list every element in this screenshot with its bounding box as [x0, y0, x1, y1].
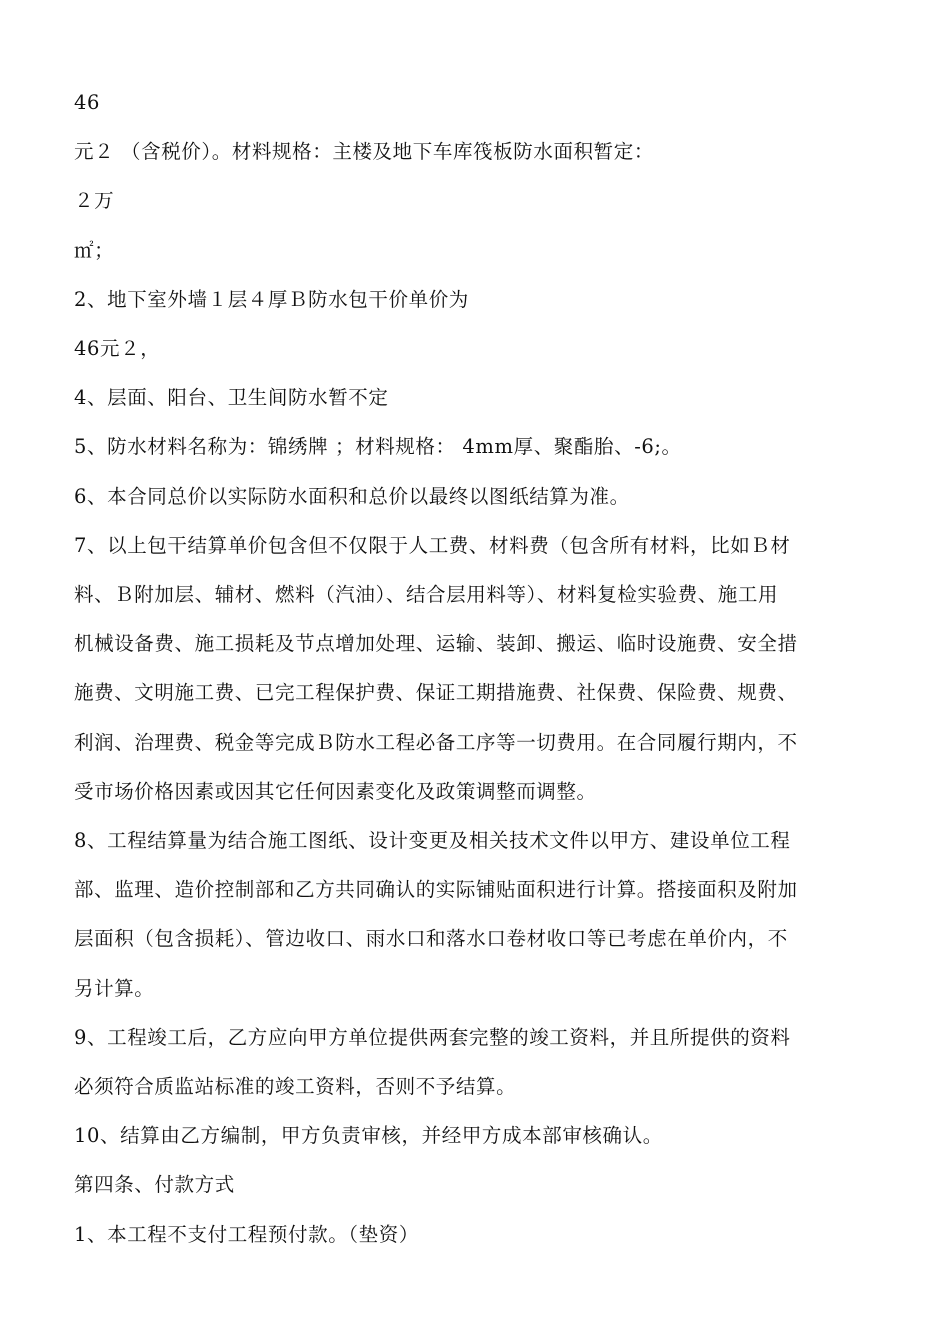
text-line: 1、本工程不支付工程预付款。（垫资）: [74, 1222, 419, 1246]
text-line: 另计算。: [74, 976, 155, 1000]
text-line: 必须符合质监站标准的竣工资料，否则不予结算。: [74, 1075, 517, 1099]
text-line: ２万: [74, 189, 115, 213]
text-line: 8、工程结算量为结合施工图纸、设计变更及相关技术文件以甲方、建设单位工程: [74, 829, 791, 853]
text-line: 机械设备费、施工损耗及节点增加处理、运输、装卸、搬运、临时设施费、安全措: [74, 632, 798, 656]
text-line: 受市场价格因素或因其它任何因素变化及政策调整而调整。: [74, 779, 597, 803]
text-line: 料、Ｂ附加层、辅材、燃料（汽油）、结合层用料等）、材料复检实验费、施工用: [74, 583, 779, 607]
text-line: 元２ （含税价）。材料规格：主楼及地下车库筏板防水面积暂定：: [74, 140, 654, 164]
text-line: ㎡；: [74, 238, 115, 262]
text-line: 5、防水材料名称为：锦绣牌 ；材料规格： 4mm厚、聚酯胎、-6;。: [74, 435, 682, 459]
text-line: 4、层面、阳台、卫生间防水暂不定: [74, 386, 389, 410]
text-line: 6、本合同总价以实际防水面积和总价以最终以图纸结算为准。: [74, 484, 630, 508]
text-line: 9、工程竣工后，乙方应向甲方单位提供两套完整的竣工资料，并且所提供的资料: [74, 1025, 791, 1049]
text-line: 施费、文明施工费、已完工程保护费、保证工期措施费、社保费、保险费、规费、: [74, 681, 798, 705]
text-line: 10、结算由乙方编制，甲方负责审核，并经甲方成本部审核确认。: [74, 1124, 663, 1148]
document-body: [74, 78, 880, 1259]
text-line: 部、监理、造价控制部和乙方共同确认的实际铺贴面积进行计算。搭接面积及附加: [74, 878, 798, 902]
text-line: 7、以上包干结算单价包含但不仅限于人工费、材料费（包含所有材料，比如Ｂ材: [74, 533, 791, 557]
text-line: 2、地下室外墙１层４厚Ｂ防水包干价单价为: [74, 287, 469, 311]
section-heading: 第四条、付款方式: [74, 1173, 235, 1197]
text-line: 46元２，: [74, 337, 161, 361]
text-line: 利润、治理费、税金等完成Ｂ防水工程必备工序等一切费用。在合同履行期内，不: [74, 730, 798, 754]
text-line: 46: [74, 91, 101, 114]
text-line: 层面积（包含损耗）、管边收口、雨水口和落水口卷材收口等已考虑在单价内，不: [74, 927, 788, 951]
